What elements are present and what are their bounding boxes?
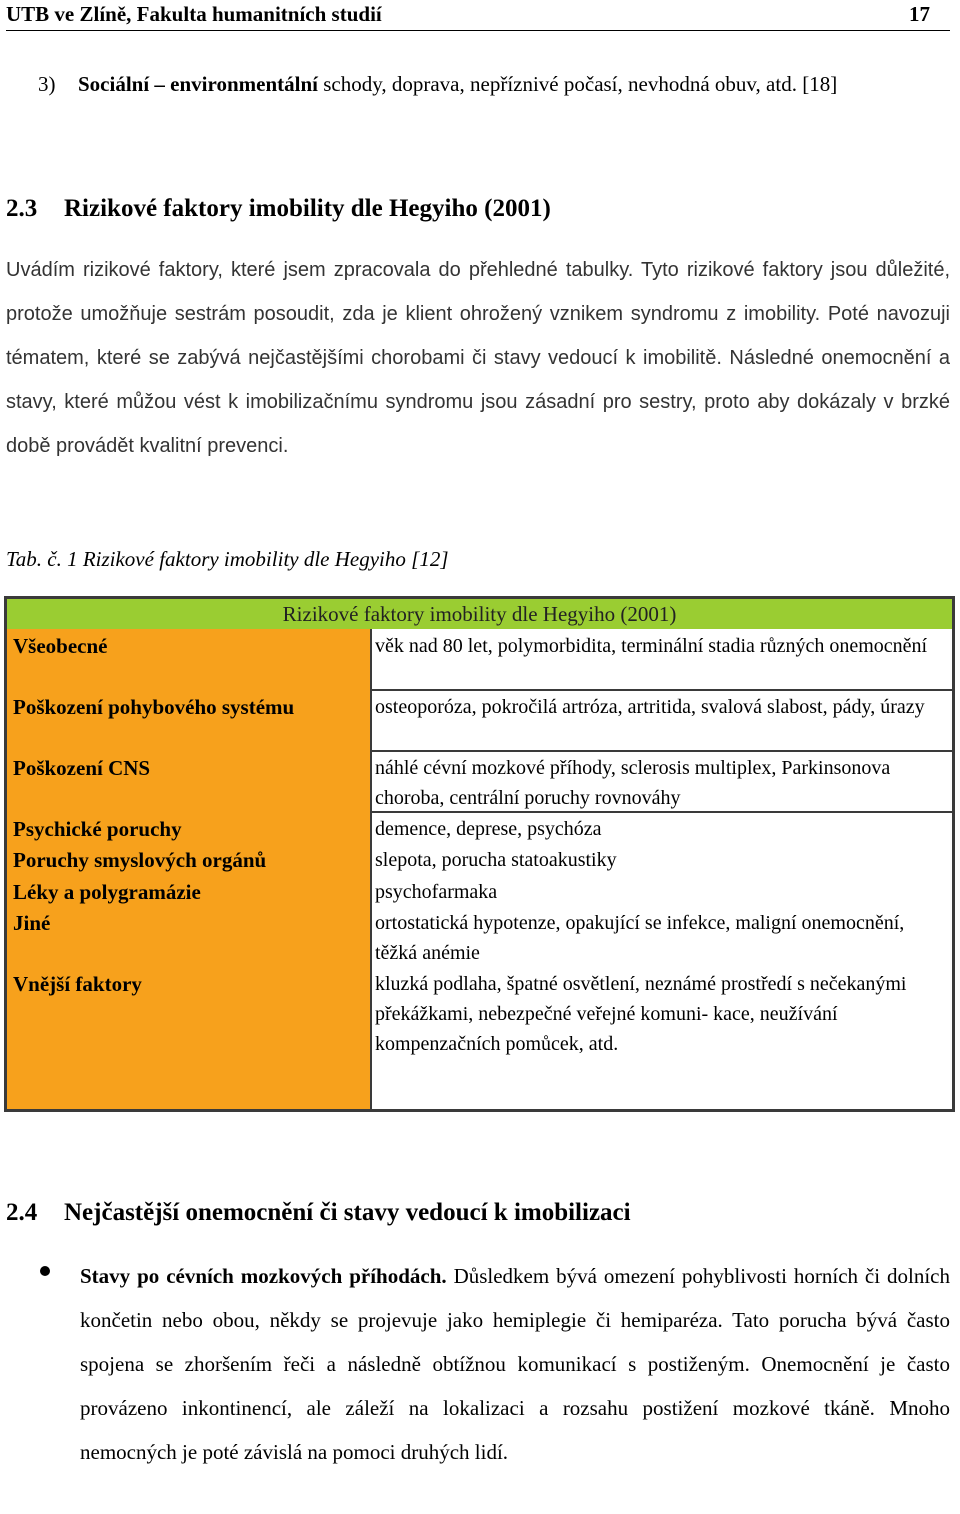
bullet-item	[80, 1254, 950, 1474]
section-number: 2.3	[6, 195, 38, 222]
table-row-value: náhlé cévní mozkové příhody, sclerosis multiplex, Parkinsonova choroba, centrální poruchy rovnováhy	[375, 757, 891, 809]
row-divider	[370, 750, 952, 752]
section-title: Nejčastější onemocnění či stavy vedoucí k imobilizaci	[64, 1199, 631, 1226]
table-caption: Tab. č. 1 Rizikové faktory imobility dle Hegyiho [12]	[6, 547, 449, 571]
table-row-label: Všeobecné	[13, 634, 108, 658]
section-title: Rizikové faktory imobility dle Hegyiho (2001)	[64, 195, 551, 222]
list-item-rest: schody, doprava, nepříznivé počasí, nevhodná obuv, atd. [18]	[317, 72, 838, 96]
section-number: 2.4	[6, 1199, 38, 1226]
table-header: Rizikové faktory imobility dle Hegyiho (2001)	[7, 599, 952, 629]
table-row-value: osteoporóza, pokročilá artróza, artritida, svalová slabost, pády, úrazy	[375, 696, 925, 718]
section-heading-2-3	[6, 192, 551, 226]
table-row-value: slepota, porucha statoakustiky	[375, 849, 617, 871]
table-row-value: kluzká podlaha, špatné osvětlení, neznámé prostředí s nečekanými překážkami, nebezpečné veřejné komuni- kace, neužívání kompenzačních pomůcek, atd.	[375, 973, 907, 1055]
list-item-number: 3)	[38, 72, 56, 96]
table-row-label: Vnější faktory	[13, 972, 142, 996]
row-divider	[370, 689, 952, 691]
table-row-label: Jiné	[13, 911, 51, 935]
bullet-text: Důsledkem bývá omezení pohyblivosti horních či dolních končetin nebo obou, někdy se projevuje jako hemiplegie či hemiparéza. Tato porucha bývá často spojena se zhoršením řeči a následně obtížnou komunikací s postiženým. Onemocnění je často provázeno inkontinencí, ale záleží na lokalizaci a rozsahu postižení mozkové tkáně. Mnoho nemocných je poté závislá na pomoci druhých lidí.	[80, 1264, 950, 1464]
table-row-value: ortostatická hypotenze, opakující se infekce, maligní onemocnění, těžká anémie	[375, 912, 905, 964]
risk-factors-table	[4, 596, 955, 1112]
table-row-label: Psychické poruchy	[13, 817, 182, 841]
table-row-label: Léky a polygramázie	[13, 880, 201, 904]
list-item-text	[78, 62, 948, 106]
table-row-value: demence, deprese, psychóza	[375, 818, 602, 840]
section-paragraph: Uvádím rizikové faktory, které jsem zpracovala do přehledné tabulky. Tyto rizikové faktory jsou důležité, protože umožňuje sestrám posoudit, zda je klient ohrožený vznikem syndromu z imobility. Poté navozuji tématem, které se zabývá nejčastějšími chorobami či stavy vedoucí k imobilitě. Následné onemocnění a stavy, které můžou vést k imobilizačnímu syndromu jsou zásadní pro sestry, proto aby dokázaly v brzké době provádět kvalitní prevenci.	[6, 259, 950, 457]
bullet-icon	[40, 1266, 50, 1276]
page-header	[6, 0, 950, 31]
table-row-label: Poruchy smyslových orgánů	[13, 848, 267, 872]
table-row-value: psychofarmaka	[375, 881, 498, 903]
table-row-value: věk nad 80 let, polymorbidita, terminální stadia různých onemocnění	[375, 635, 928, 657]
header-title: UTB ve Zlíně, Fakulta humanitních studií	[6, 2, 382, 26]
page-number: 17	[909, 2, 930, 26]
section-heading-2-4	[6, 1196, 631, 1230]
list-item-bold: Sociální – environmentální	[78, 72, 318, 96]
bullet-bold: Stavy po cévních mozkových příhodách.	[80, 1264, 447, 1288]
table-row-label: Poškození CNS	[13, 756, 151, 780]
table-row-label: Poškození pohybového systému	[13, 695, 295, 719]
